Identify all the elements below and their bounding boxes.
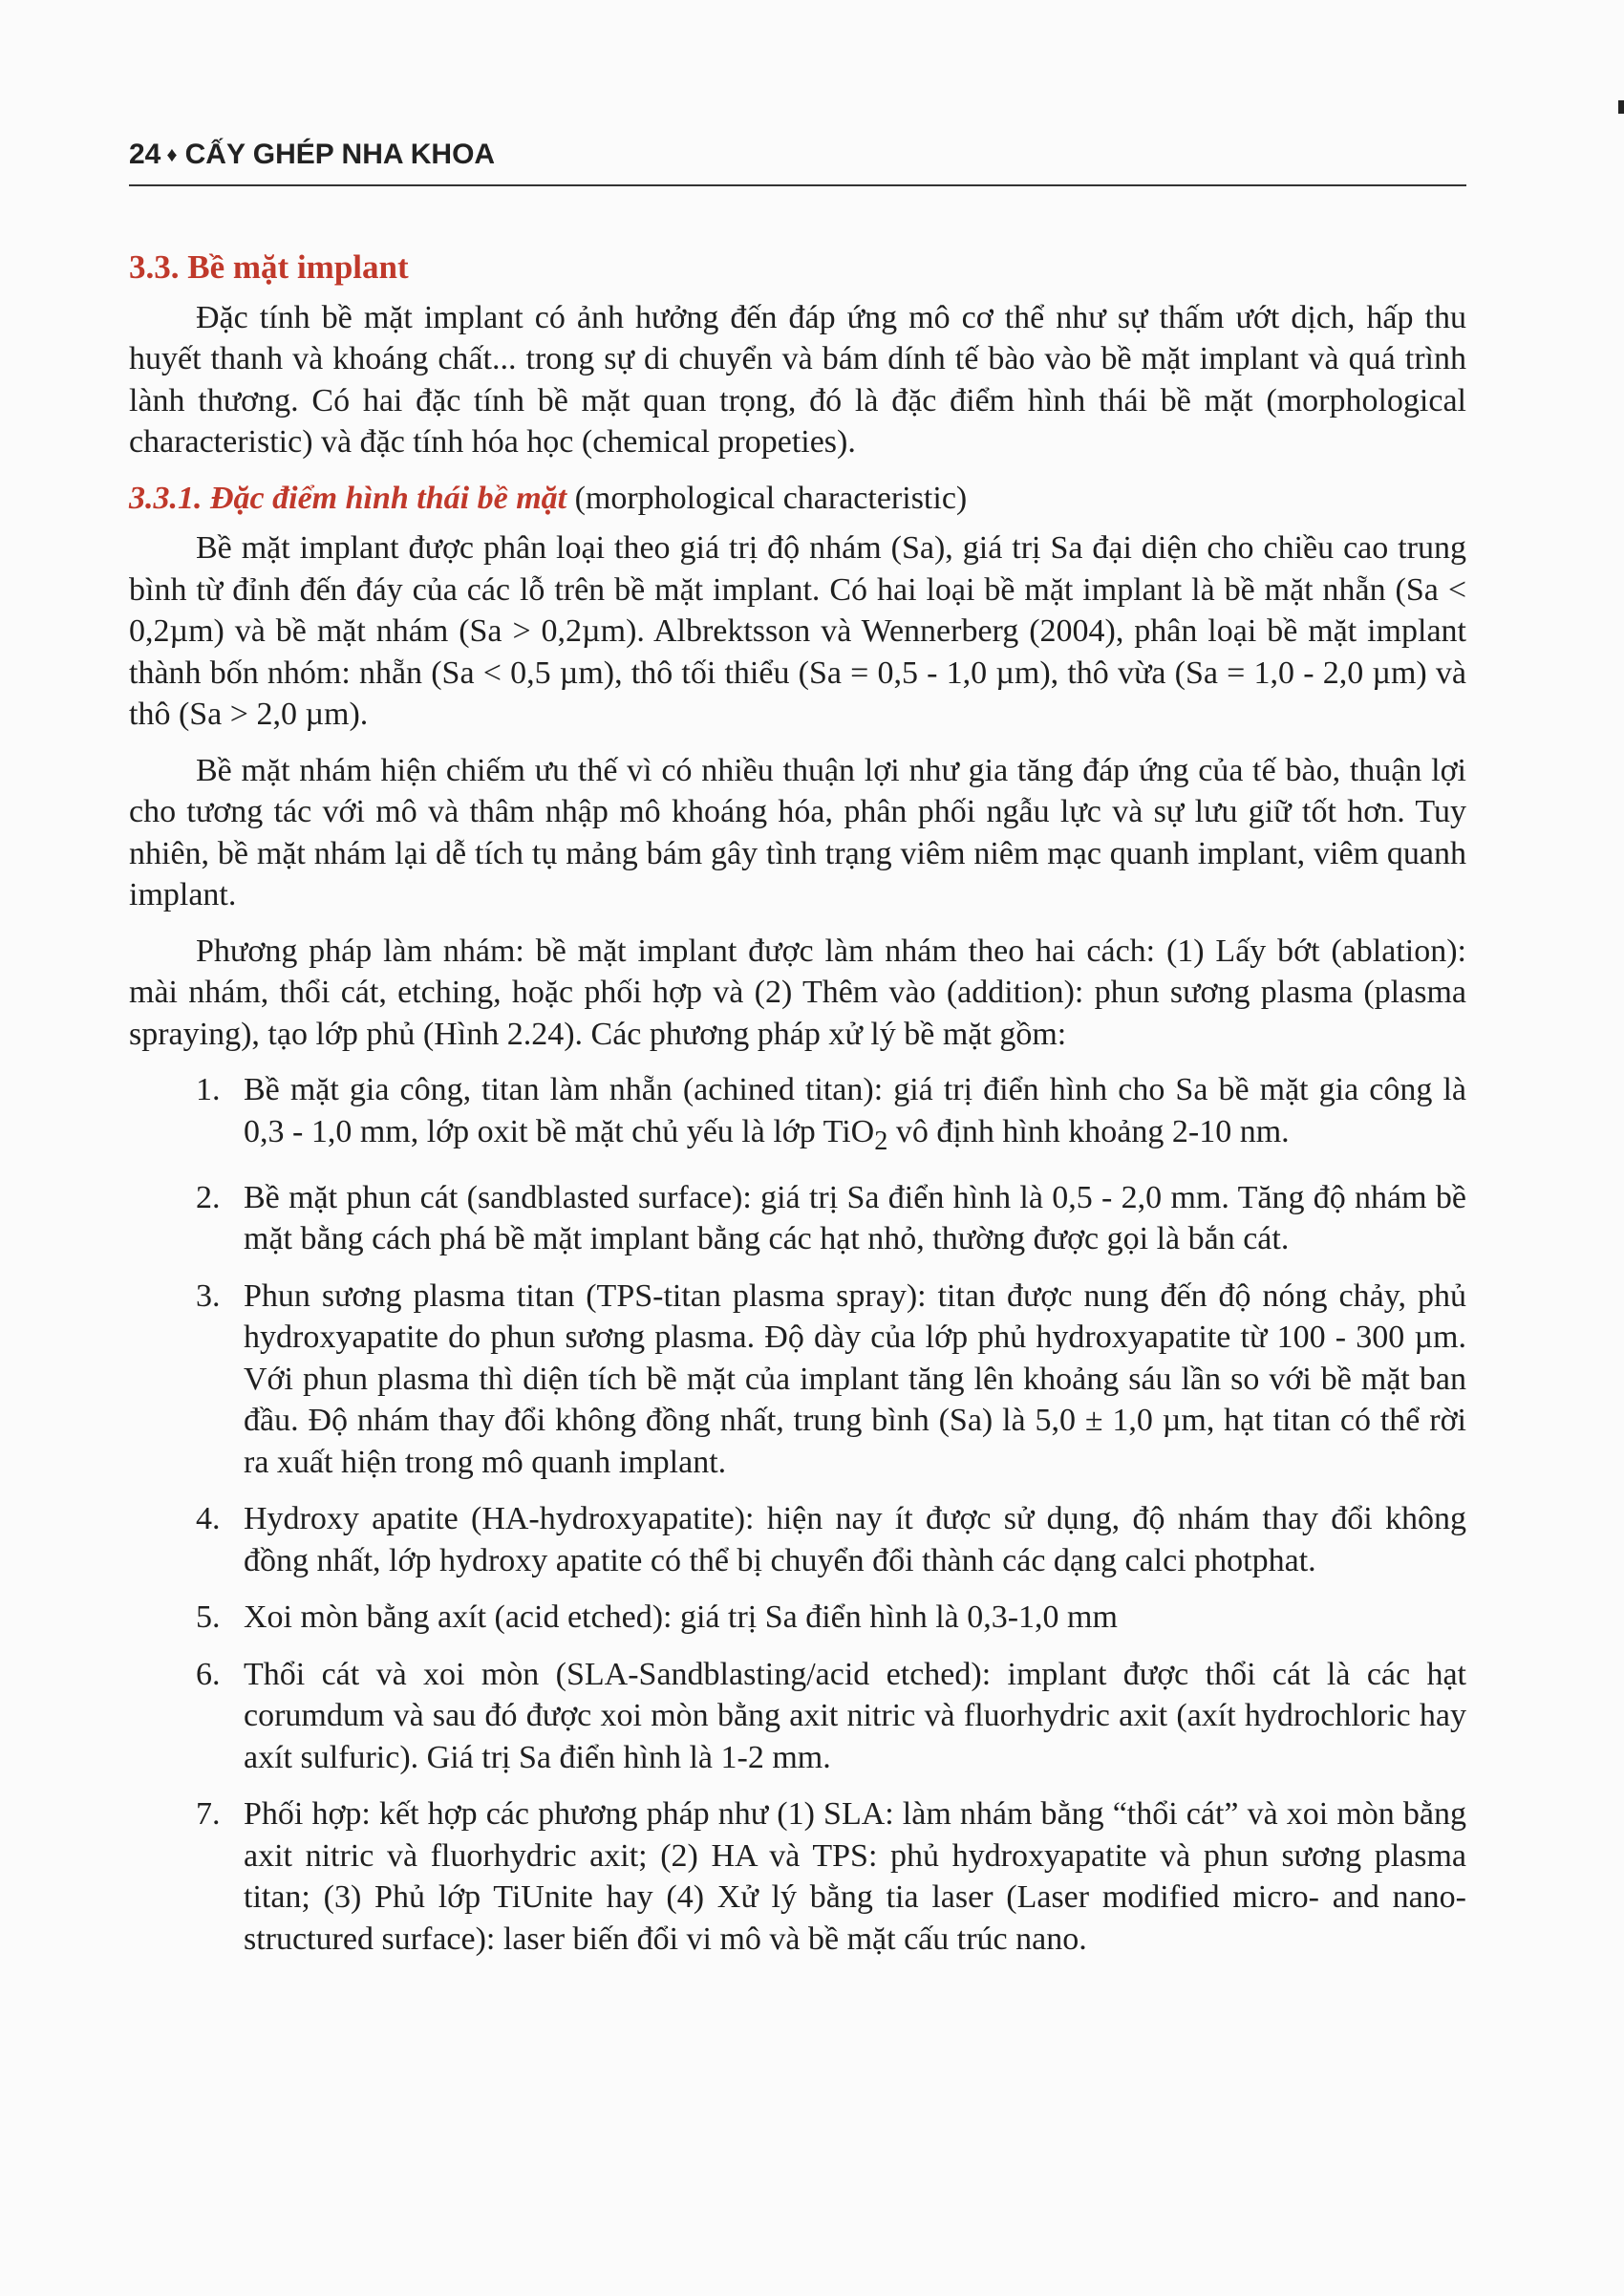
list-number: 1. [196, 1072, 221, 1107]
running-header [129, 139, 1466, 171]
list-item [129, 1276, 1466, 1484]
list-text: Phối hợp: kết hợp các phương pháp như (1) SLA: làm nhám bằng “thổi cát” và xoi mòn bằng axit nitric và fluorhydric axit; (2) HA và TPS: phủ hydroxyapatite và phun sương plasma titan; (3) Phủ lớp TiUnite hay (4) Xử lý bằng tia laser (Laser modified micro- and nano-structured surface): laser biến đổi vi mô và bề mặt cấu trúc nano. [244, 1796, 1466, 1957]
page-content [129, 247, 1466, 1975]
list-number: 6. [196, 1656, 221, 1692]
list-item [129, 1654, 1466, 1779]
list-text: Xoi mòn bằng axít (acid etched): giá trị Sa điển hình là 0,3-1,0 mm [244, 1599, 1118, 1636]
subsection-title-suffix: (morphological characteristic) [574, 480, 968, 516]
list-text: Phun sương plasma titan (TPS-titan plasma spray): titan được nung đến độ nóng chảy, phủ hydroxyapatite do phun sương plasma. Độ dày của lớp phủ hydroxyapatite từ 100 - 300 µm. Với phun plasma thì diện tích bề mặt của implant tăng lên khoảng sáu lần so với bề mặt ban đầu. Độ nhám thay đổi không đồng nhất, trung bình (Sa) là 5,0 ± 1,0 µm, hạt titan có thể rời ra xuất hiện trong mô quanh implant. [244, 1277, 1466, 1480]
list-number: 7. [196, 1796, 221, 1833]
list-text: Thổi cát và xoi mòn (SLA-Sandblasting/acid etched): implant được thổi cát là các hạt corumdum và sau đó được xoi mòn bằng axit nitric và fluorhydric axit (axít hydrochloric hay axít sulfuric). Giá trị Sa điển hình là 1-2 mm. [244, 1656, 1466, 1775]
page-edge-mark [1618, 100, 1624, 114]
section-intro: Đặc tính bề mặt implant có ảnh hưởng đến đáp ứng mô cơ thể như sự thấm ướt dịch, hấp thu huyết thanh và khoáng chất... trong sự di chuyển và bám dính tế bào vào bề mặt implant và quá trình lành thương. Có hai đặc tính bề mặt quan trọng, đó là đặc điểm hình thái bề mặt (morphological characteristic) và đặc tính hóa học (chemical propeties). [129, 299, 1466, 460]
list-item [129, 1793, 1466, 1960]
list-item [129, 1069, 1466, 1162]
section-heading: 3.3. Bề mặt implant [129, 248, 409, 286]
header-rule [129, 184, 1466, 186]
list-text: Bề mặt gia công, titan làm nhẵn (achined titan): giá trị điển hình cho Sa bề mặt gia công là 0,3 - 1,0 mm, lớp oxit bề mặt chủ yếu là lớp TiO [244, 1072, 1466, 1149]
book-title: CẤY GHÉP NHA KHOA [184, 139, 496, 170]
list-number: 2. [196, 1179, 221, 1215]
page-number: 24 [129, 139, 161, 170]
subsection-heading [129, 478, 1466, 520]
methods-list [129, 1069, 1466, 1960]
list-text: Hydroxy apatite (HA-hydroxyapatite): hiện nay ít được sử dụng, độ nhám thay đổi không đồng nhất, lớp hydroxy apatite có thể bị chuyển đổi thành các dạng calci photphat. [244, 1501, 1466, 1578]
list-number: 3. [196, 1277, 221, 1314]
subscript: 2 [874, 1126, 888, 1156]
paragraph: Phương pháp làm nhám: bề mặt implant được làm nhám theo hai cách: (1) Lấy bớt (ablation): mài nhám, thổi cát, etching, hoặc phối hợp và (2) Thêm vào (addition): phun sương plasma (plasma spraying), tạo lớp phủ (Hình 2.24). Các phương pháp xử lý bề mặt gồm: [129, 933, 1466, 1052]
subsection-title: 3.3.1. Đặc điểm hình thái bề mặt [129, 480, 567, 516]
list-text: Bề mặt phun cát (sandblasted surface): giá trị Sa điển hình là 0,5 - 2,0 mm. Tăng độ nhám bề mặt bằng cách phá bề mặt implant bằng các hạt nhỏ, thường được gọi là bắn cát. [244, 1179, 1466, 1257]
paragraph: Bề mặt nhám hiện chiếm ưu thế vì có nhiều thuận lợi như gia tăng đáp ứng của tế bào, thuận lợi cho tương tác với mô và thâm nhập mô khoáng hóa, phân phối ngẫu lực và sự lưu giữ tốt hơn. Tuy nhiên, bề mặt nhám lại dễ tích tụ mảng bám gây tình trạng viêm niêm mạc quanh implant, viêm quanh implant. [129, 752, 1466, 912]
list-item [129, 1597, 1466, 1639]
list-text-cont: vô định hình khoảng 2-10 nm. [887, 1113, 1290, 1149]
list-number: 5. [196, 1599, 221, 1636]
list-item [129, 1498, 1466, 1581]
diamond-icon: ♦ [166, 142, 178, 166]
list-item [129, 1177, 1466, 1260]
paragraph: Bề mặt implant được phân loại theo giá trị độ nhám (Sa), giá trị Sa đại diện cho chiều cao trung bình từ đỉnh đến đáy của các lỗ trên bề mặt implant. Có hai loại bề mặt implant là bề mặt nhẵn (Sa < 0,2µm) và bề mặt nhám (Sa > 0,2µm). Albrektsson và Wennerberg (2004), phân loại bề mặt implant thành bốn nhóm: nhẵn (Sa < 0,5 µm), thô tối thiểu (Sa = 0,5 - 1,0 µm), thô vừa (Sa = 1,0 - 2,0 µm) và thô (Sa > 2,0 µm). [129, 530, 1466, 732]
list-number: 4. [196, 1501, 221, 1537]
